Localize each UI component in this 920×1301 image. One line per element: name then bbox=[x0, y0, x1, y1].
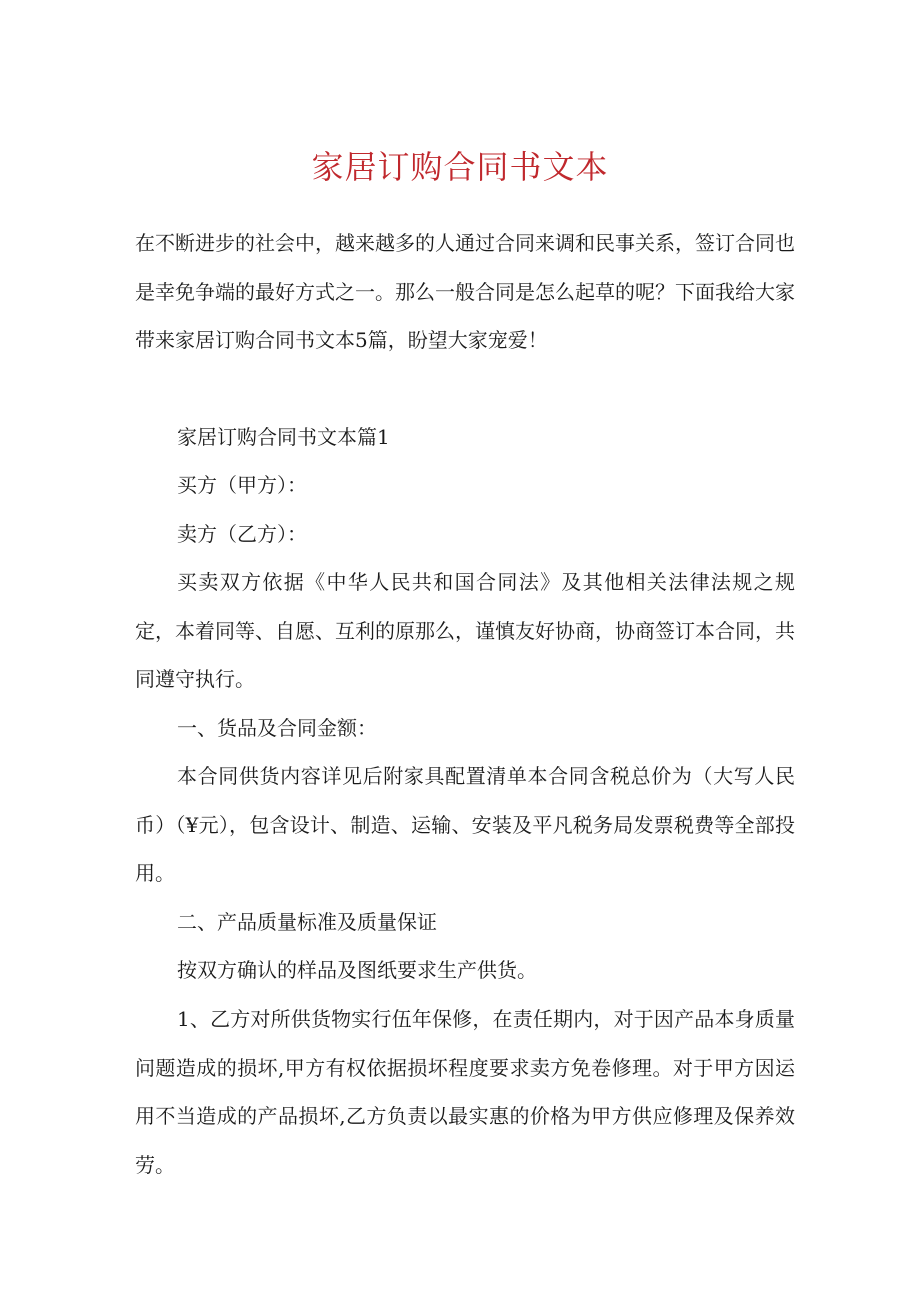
buyer-line: 买方（甲方）： bbox=[177, 473, 307, 497]
clause2-item1-paragraph: 1、乙方对所供货物实行伍年保修，在责任期内，对于因产品本身质量问题造成的损坏,甲方有权依据损坏程度要求卖方免卷修理。对于甲方因运用不当造成的产品损坏,乙方负责以最实惠的价格为甲方供应修理及保养效劳。 bbox=[135, 1007, 795, 1177]
clause2-heading: 二、产品质量标准及质量保证 bbox=[177, 910, 437, 934]
document-title: 家居订购合同书文本 bbox=[311, 148, 609, 186]
intro-paragraph: 在不断进步的社会中，越来越多的人通过合同来调和民事关系，签订合同也是幸免争端的最好方式之一。那么一般合同是怎么起草的呢？下面我给大家带来家居订购合同书文本5篇，盼望大家宠爱！ bbox=[135, 231, 795, 352]
section-heading: 家居订购合同书文本篇1 bbox=[177, 425, 390, 449]
preamble-paragraph: 买卖双方依据《中华人民共和国合同法》及其他相关法律法规之规定，本着同等、自愿、互利的原那么，谨慎友好协商，协商签订本合同，共同遵守执行。 bbox=[135, 570, 795, 691]
seller-line: 卖方（乙方）： bbox=[177, 522, 307, 546]
clause1-heading: 一、货品及合同金额： bbox=[177, 716, 377, 740]
clause2-paragraph: 按双方确认的样品及图纸要求生产供货。 bbox=[177, 958, 537, 982]
clause1-paragraph: 本合同供货内容详见后附家具配置清单本合同含税总价为（大写人民币）（¥元），包含设计、制造、运输、安装及平凡税务局发票税费等全部投用。 bbox=[135, 764, 795, 885]
